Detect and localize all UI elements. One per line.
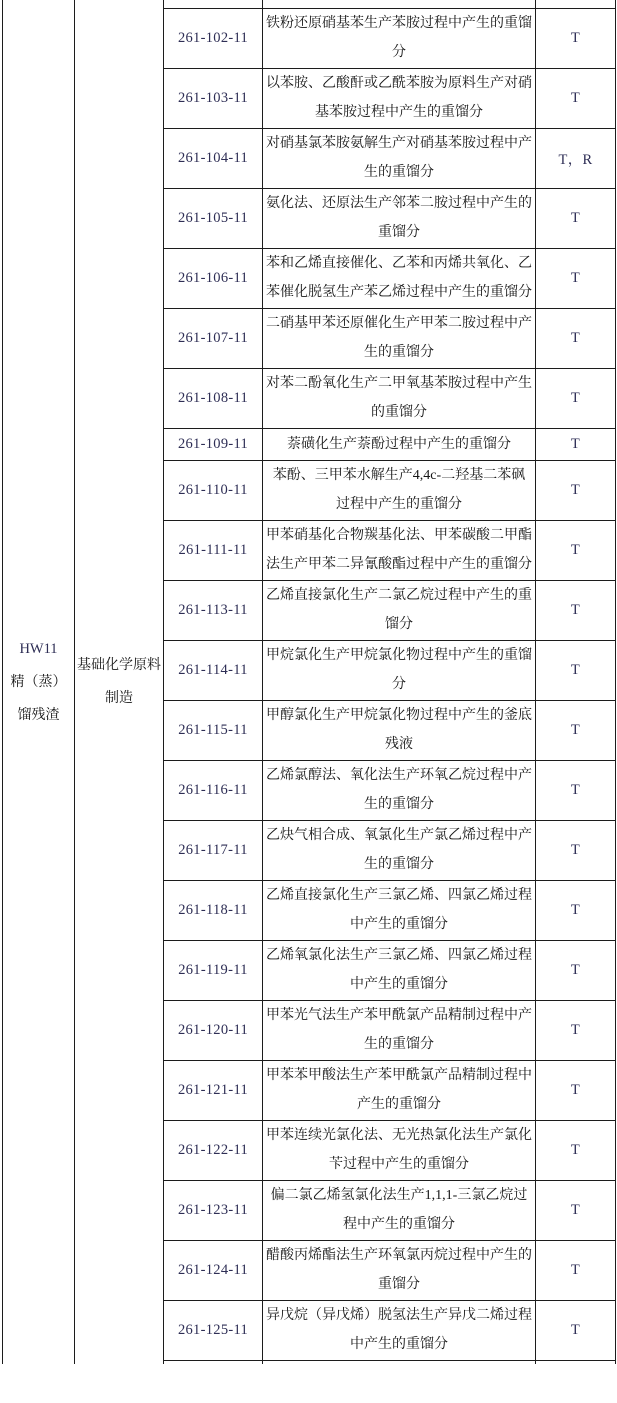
waste-description: 醋酸丙烯酯法生产环氧氯丙烷过程中产生的重馏分 xyxy=(263,1240,536,1300)
hazard-property: T xyxy=(536,460,616,520)
waste-code: 261-124-11 xyxy=(164,1240,263,1300)
partial-cell-hazard xyxy=(536,1360,616,1364)
hazard-property: T xyxy=(536,760,616,820)
hazard-property: T xyxy=(536,8,616,68)
hazard-property: T xyxy=(536,1300,616,1360)
waste-code: 261-104-11 xyxy=(164,128,263,188)
waste-description: 对硝基氯苯胺氨解生产对硝基苯胺过程中产生的重馏分 xyxy=(263,128,536,188)
waste-description: 苯酚、三甲苯水解生产4,4c-二羟基二苯砜过程中产生的重馏分 xyxy=(263,460,536,520)
waste-code: 261-111-11 xyxy=(164,520,263,580)
waste-description: 异戊烷（异戊烯）脱氢法生产异戊二烯过程中产生的重馏分 xyxy=(263,1300,536,1360)
hazard-property: T xyxy=(536,520,616,580)
hazard-property: T xyxy=(536,428,616,460)
partial-cell-hazard xyxy=(536,0,616,8)
waste-code: 261-119-11 xyxy=(164,940,263,1000)
hazard-property: T xyxy=(536,68,616,128)
waste-description: 乙炔气相合成、氧氯化生产氯乙烯过程中产生的重馏分 xyxy=(263,820,536,880)
hazard-property: T xyxy=(536,940,616,1000)
partial-cell-code xyxy=(164,1360,263,1364)
hazard-property: T xyxy=(536,1240,616,1300)
waste-code: 261-125-11 xyxy=(164,1300,263,1360)
waste-code: 261-123-11 xyxy=(164,1180,263,1240)
waste-description: 氨化法、还原法生产邻苯二胺过程中产生的重馏分 xyxy=(263,188,536,248)
waste-description: 甲苯光气法生产苯甲酰氯产品精制过程中产生的重馏分 xyxy=(263,1000,536,1060)
hazard-property: T xyxy=(536,1180,616,1240)
waste-code: 261-120-11 xyxy=(164,1000,263,1060)
hazard-property: T xyxy=(536,700,616,760)
waste-code: 261-109-11 xyxy=(164,428,263,460)
waste-description: 偏二氯乙烯氢氯化法生产1,1,1-三氯乙烷过程中产生的重馏分 xyxy=(263,1180,536,1240)
hazard-property: T xyxy=(536,580,616,640)
waste-description: 以苯胺、乙酸酐或乙酰苯胺为原料生产对硝基苯胺过程中产生的重馏分 xyxy=(263,68,536,128)
waste-code: 261-110-11 xyxy=(164,460,263,520)
waste-code: 261-121-11 xyxy=(164,1060,263,1120)
waste-code: 261-113-11 xyxy=(164,580,263,640)
hazard-property: T xyxy=(536,188,616,248)
waste-code: 261-116-11 xyxy=(164,760,263,820)
waste-description: 甲苯硝基化合物羰基化法、甲苯碳酸二甲酯法生产甲苯二异氰酸酯过程中产生的重馏分 xyxy=(263,520,536,580)
hazard-property: T xyxy=(536,308,616,368)
waste-category-cell xyxy=(3,0,75,1364)
waste-category-name-line1: 精（蒸） xyxy=(10,674,67,690)
partial-cell-description xyxy=(263,1360,536,1364)
waste-code: 261-115-11 xyxy=(164,700,263,760)
waste-description: 乙烯氧氯化法生产三氯乙烯、四氯乙烯过程中产生的重馏分 xyxy=(263,940,536,1000)
hazard-property: T xyxy=(536,880,616,940)
waste-description: 苯和乙烯直接催化、乙苯和丙烯共氧化、乙苯催化脱氢生产苯乙烯过程中产生的重馏分 xyxy=(263,248,536,308)
partial-cell-description xyxy=(263,0,536,8)
waste-description: 对苯二酚氧化生产二甲氧基苯胺过程中产生的重馏分 xyxy=(263,368,536,428)
hazardous-waste-table xyxy=(2,0,616,1364)
waste-description: 甲醇氯化生产甲烷氯化物过程中产生的釜底残液 xyxy=(263,700,536,760)
hazard-property: T xyxy=(536,1060,616,1120)
waste-description: 乙烯直接氯化生产三氯乙烯、四氯乙烯过程中产生的重馏分 xyxy=(263,880,536,940)
hazard-property: T xyxy=(536,820,616,880)
waste-code: 261-106-11 xyxy=(164,248,263,308)
waste-category-name-line2: 馏残渣 xyxy=(17,707,60,723)
waste-code: 261-105-11 xyxy=(164,188,263,248)
industry-cell xyxy=(75,0,164,1364)
waste-code: 261-122-11 xyxy=(164,1120,263,1180)
waste-code: 261-118-11 xyxy=(164,880,263,940)
waste-code: 261-108-11 xyxy=(164,368,263,428)
waste-description: 乙烯氯醇法、氧化法生产环氧乙烷过程中产生的重馏分 xyxy=(263,760,536,820)
industry-name: 基础化学原料制造 xyxy=(77,658,161,706)
waste-category-code: HW11 xyxy=(19,640,58,657)
waste-code: 261-102-11 xyxy=(164,8,263,68)
hazard-property: T xyxy=(536,248,616,308)
waste-description: 甲烷氯化生产甲烷氯化物过程中产生的重馏分 xyxy=(263,640,536,700)
hazard-property: T xyxy=(536,640,616,700)
waste-code: 261-103-11 xyxy=(164,68,263,128)
hazard-property: T，R xyxy=(536,128,616,188)
waste-description: 甲苯苯甲酸法生产苯甲酰氯产品精制过程中产生的重馏分 xyxy=(263,1060,536,1120)
hazard-property: T xyxy=(536,1120,616,1180)
partial-row-top xyxy=(3,0,616,8)
hazard-property: T xyxy=(536,1000,616,1060)
waste-code: 261-114-11 xyxy=(164,640,263,700)
waste-description: 乙烯直接氯化生产二氯乙烷过程中产生的重馏分 xyxy=(263,580,536,640)
hazard-property: T xyxy=(536,368,616,428)
waste-code: 261-117-11 xyxy=(164,820,263,880)
waste-description: 萘磺化生产萘酚过程中产生的重馏分 xyxy=(263,428,536,460)
waste-description: 铁粉还原硝基苯生产苯胺过程中产生的重馏分 xyxy=(263,8,536,68)
waste-description: 甲苯连续光氯化法、无光热氯化法生产氯化苄过程中产生的重馏分 xyxy=(263,1120,536,1180)
partial-cell-code xyxy=(164,0,263,8)
waste-code: 261-107-11 xyxy=(164,308,263,368)
waste-description: 二硝基甲苯还原催化生产甲苯二胺过程中产生的重馏分 xyxy=(263,308,536,368)
